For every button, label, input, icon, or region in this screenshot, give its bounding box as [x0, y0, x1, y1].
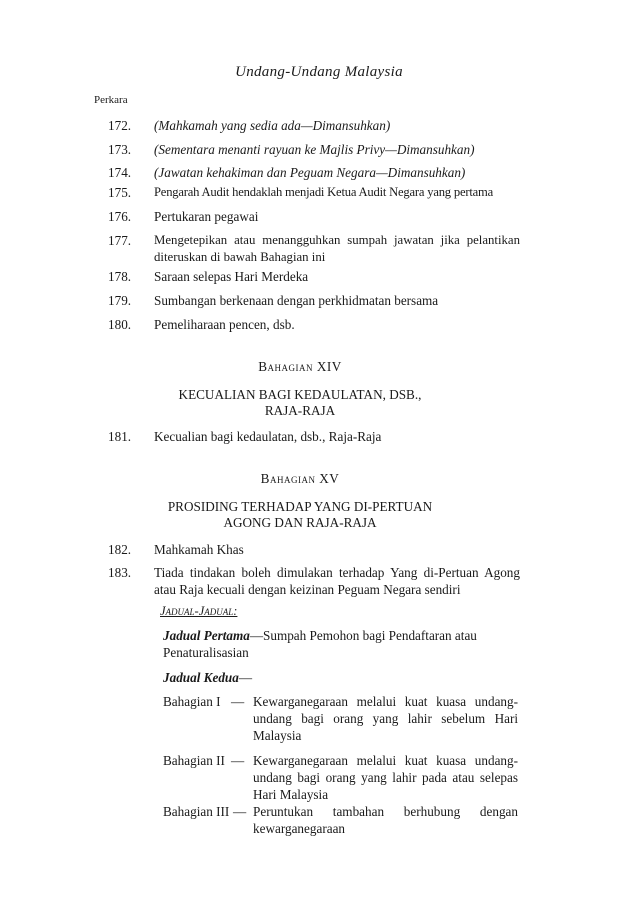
- part-text: Kewarganegaraan melalui kuat kuasa undang-undang bagi orang yang lahir sebelum Hari Malaysia: [253, 694, 518, 743]
- part-label: Bahagian III: [163, 804, 230, 819]
- part-heading: Bahagian XIV: [258, 359, 342, 374]
- second-schedule: Jadual Kedua—: [163, 670, 253, 685]
- perkara-label: Perkara: [94, 94, 128, 106]
- article-text: Mengetepikan atau menangguhkan sumpah jawatan jika pelantikan diteruskan di bawah Bahagian ini: [154, 233, 520, 264]
- page-title: Undang-Undang Malaysia: [235, 64, 403, 80]
- article-number: 172.: [108, 118, 132, 133]
- part-text: Peruntukan tambahan berhubung dengan kewarganegaraan: [253, 804, 518, 836]
- article-text: Mahkamah Khas: [154, 542, 244, 557]
- article-text: Tiada tindakan boleh dimulakan terhadap Yang di-Pertuan Agong atau Raja kecuali dengan keizinan Peguam Negara sendiri: [154, 565, 520, 597]
- second-schedule-title: Jadual Kedua: [163, 670, 239, 685]
- article-text: Sumbangan berkenaan dengan perkhidmatan bersama: [154, 293, 439, 308]
- article-text: Kecualian bagi kedaulatan, dsb., Raja-Raja: [154, 429, 382, 444]
- article-number: 183.: [108, 565, 132, 580]
- article-text: Pemeliharaan pencen, dsb.: [154, 317, 295, 332]
- part-title: PROSIDING TERHADAP YANG DI-PERTUAN: [167, 499, 433, 514]
- schedules-heading: Jadual-Jadual:: [160, 604, 238, 618]
- part-label: Bahagian II: [163, 753, 225, 768]
- article-text: Pertukaran pegawai: [154, 209, 259, 224]
- part-dash: —: [231, 753, 245, 768]
- article-number: 174.: [108, 165, 132, 180]
- first-schedule-text: —Sumpah Pemohon bagi Pendaftaran atau Penaturalisasian: [163, 628, 477, 660]
- part-label: Bahagian I: [163, 694, 221, 709]
- article-number: 182.: [108, 542, 132, 557]
- article-text: (Mahkamah yang sedia ada—Dimansuhkan): [154, 118, 391, 133]
- article-number: 173.: [108, 142, 132, 157]
- part-title: RAJA-RAJA: [264, 403, 336, 418]
- article-number: 177.: [108, 233, 132, 248]
- part-heading: Bahagian XV: [260, 471, 340, 486]
- part-dash: —: [233, 804, 247, 819]
- first-schedule: [163, 627, 518, 661]
- article-number: 175.: [108, 185, 132, 200]
- article-text: Pengarah Audit hendaklah menjadi Ketua Audit Negara yang pertama: [154, 185, 494, 199]
- article-number: 176.: [108, 209, 132, 224]
- article-text: (Jawatan kehakiman dan Peguam Negara—Dimansuhkan): [154, 165, 466, 180]
- article-text: (Sementara menanti rayuan ke Majlis Privy—Dimansuhkan): [154, 142, 475, 157]
- article-number: 180.: [108, 317, 132, 332]
- article-number: 178.: [108, 269, 132, 284]
- first-schedule-title: Jadual Pertama: [163, 628, 250, 643]
- part-title: AGONG DAN RAJA-RAJA: [223, 515, 377, 530]
- part-title: KECUALIAN BAGI KEDAULATAN, DSB.,: [178, 387, 422, 402]
- article-number: 181.: [108, 429, 132, 444]
- article-text: Saraan selepas Hari Merdeka: [154, 269, 309, 284]
- part-text: Kewarganegaraan melalui kuat kuasa undang-undang bagi orang yang lahir pada atau selepas Hari Malaysia: [253, 753, 518, 802]
- part-dash: —: [231, 694, 245, 709]
- article-number: 179.: [108, 293, 132, 308]
